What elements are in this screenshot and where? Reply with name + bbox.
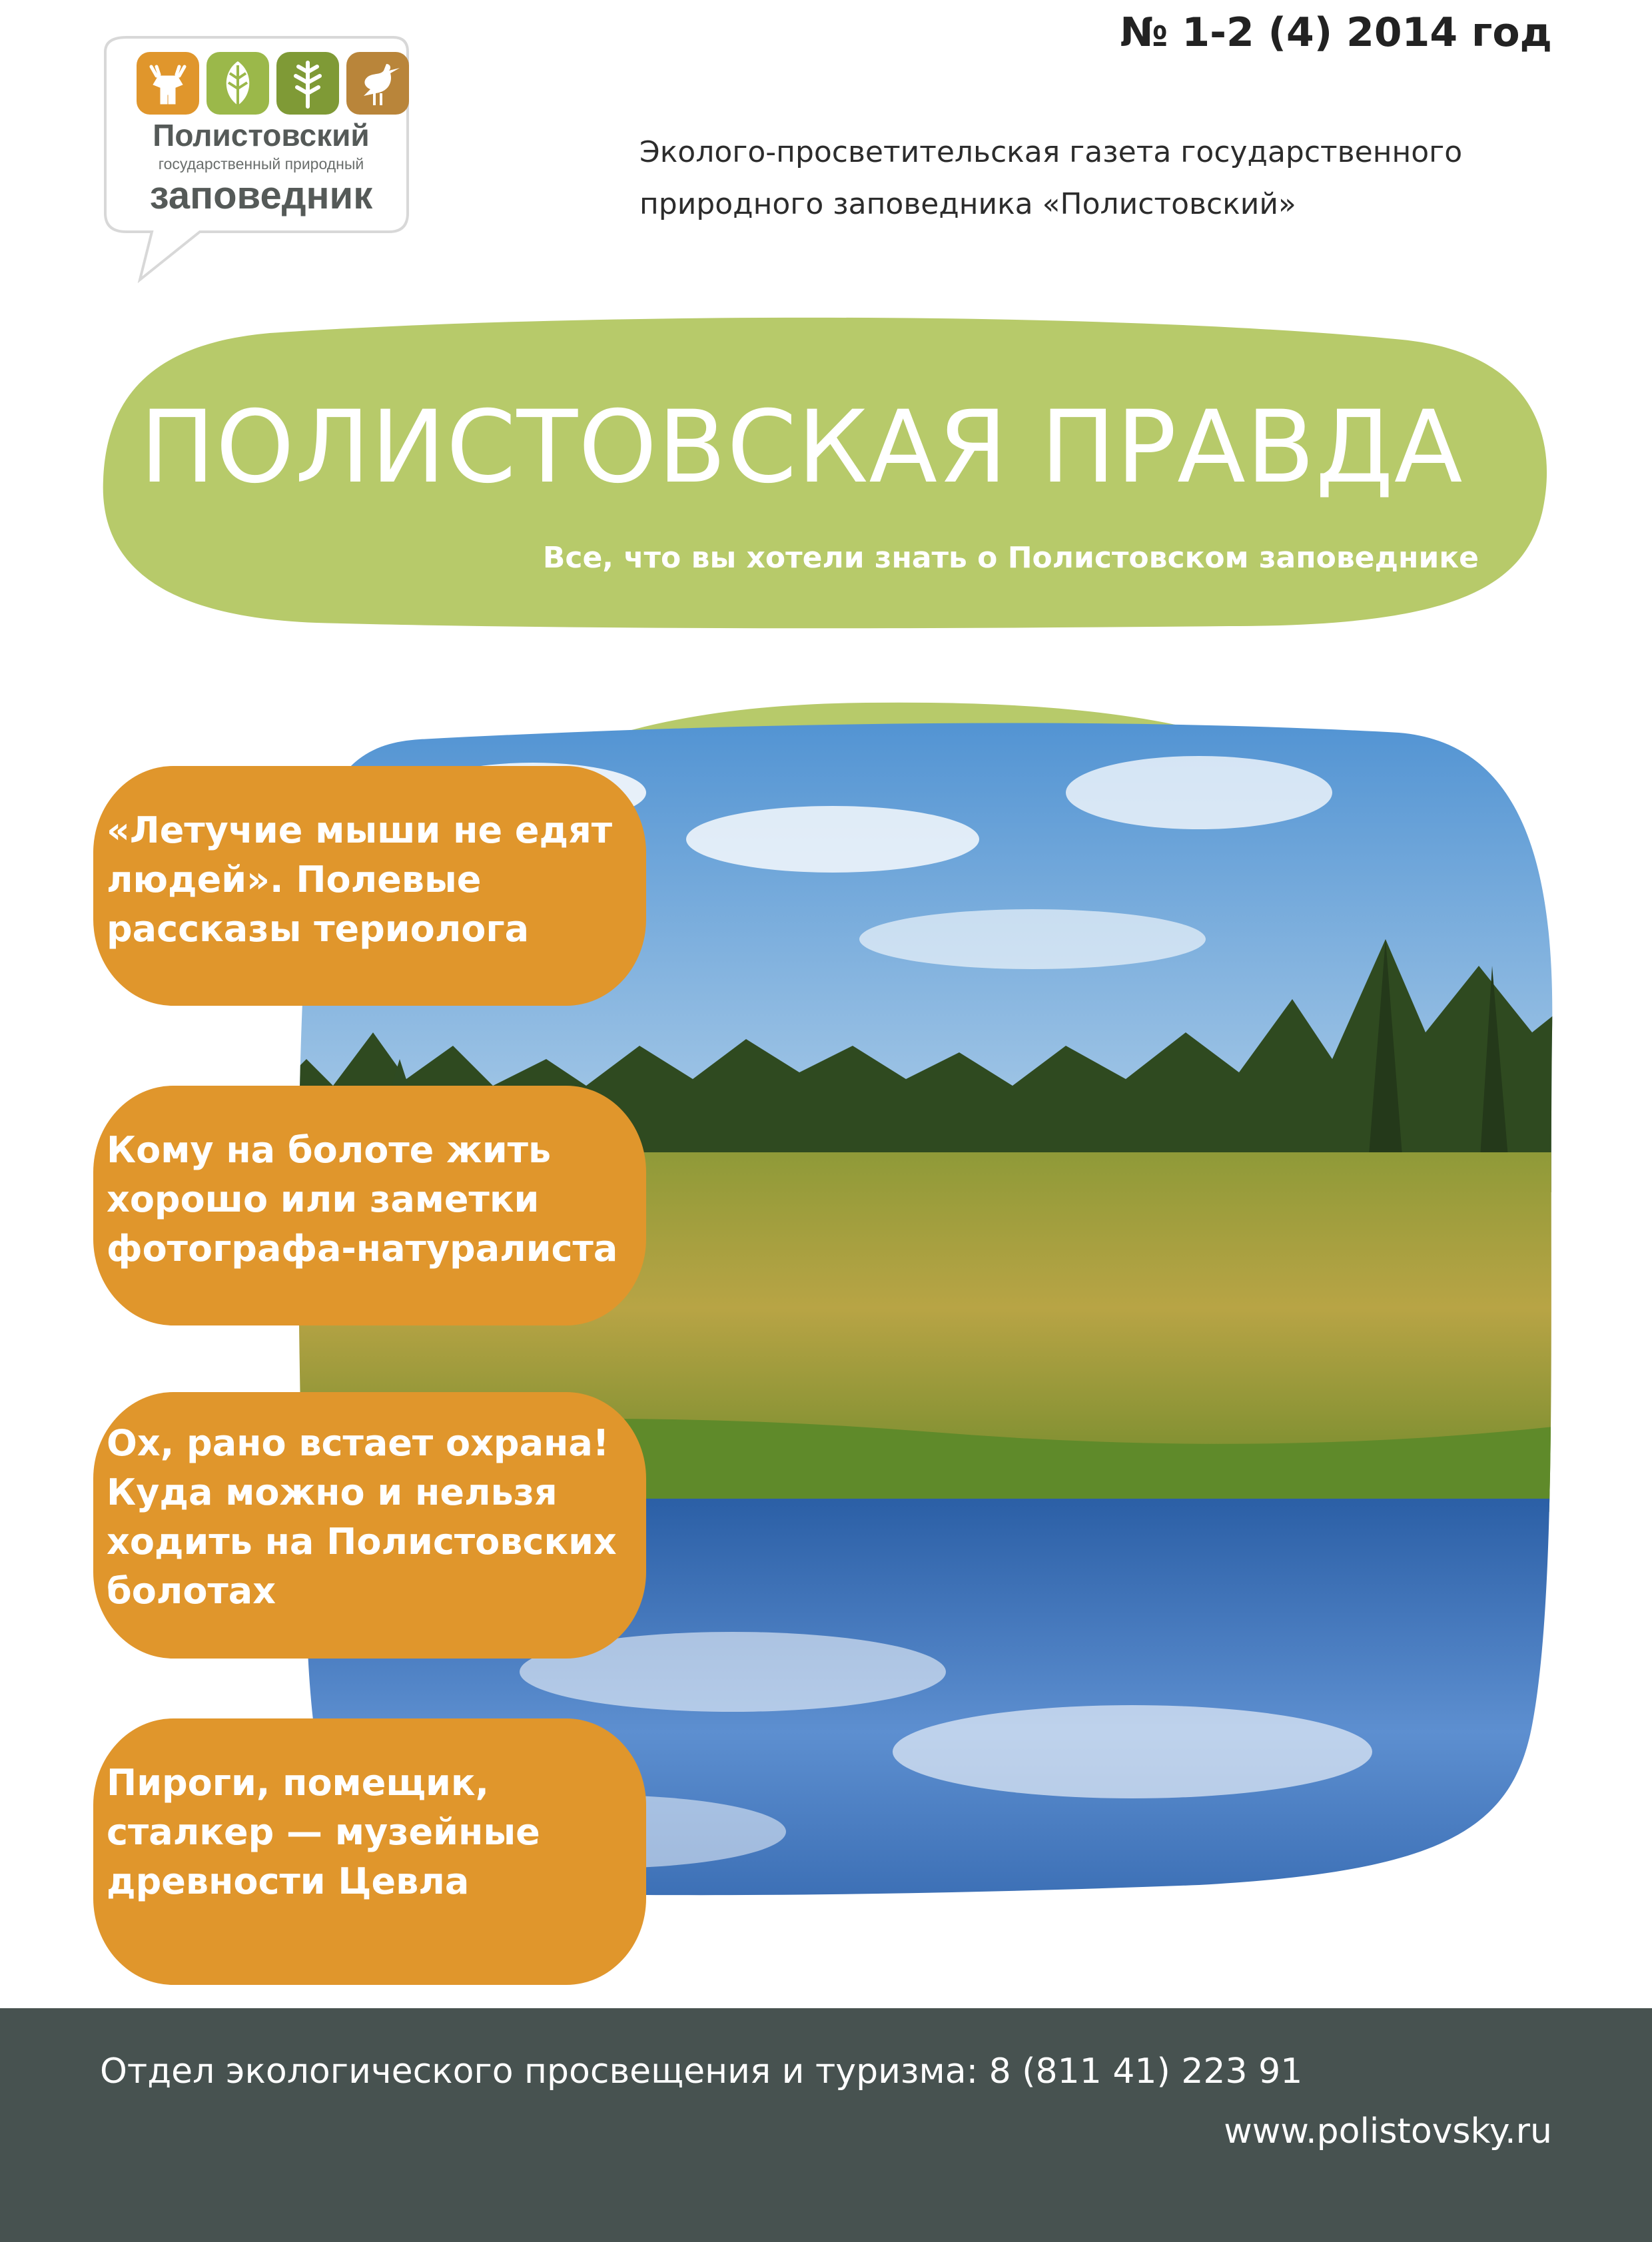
subtitle-line2: природного заповедника «Полистовский» [639,187,1296,221]
headline-1[interactable]: «Летучие мыши не едят людей». Полевые рассказы териолога [107,809,613,950]
bird-icon [346,52,409,115]
logo-name-line1: Полистовский [153,118,370,153]
plant-icon [276,52,339,115]
reserve-logo [100,32,413,292]
leaf-icon [206,52,269,115]
issue-number: № 1-2 (4) 2014 год [1120,9,1552,56]
footer-department-phone: Отдел экологического просвещения и туризма: 8 (811 41) 223 91 [100,2052,1303,2091]
footer-website-link[interactable]: www.polistovsky.ru [1224,2111,1552,2151]
newspaper-title: ПОЛИСТОВСКАЯ ПРАВДА [140,390,1463,506]
headline-4[interactable]: Пироги, помещик, сталкер — музейные древности Цевла [107,1762,540,1902]
logo-name-line3: заповедник [149,174,373,217]
logo-name-line2: государственный природный [158,155,364,173]
headline-3[interactable]: Ох, рано встает охрана! Куда можно и нельзя ходить на Полистовских болотах [107,1422,617,1612]
headline-2[interactable]: Кому на болоте жить хорошо или заметки фотографа-натуралиста [107,1129,618,1270]
newspaper-subtitle [639,127,1585,230]
newspaper-tagline: Все, что вы хотели знать о Полистовском заповеднике [542,541,1479,575]
moose-icon [137,52,199,115]
subtitle-line1: Эколого-просветительская газета государственного [639,135,1463,169]
